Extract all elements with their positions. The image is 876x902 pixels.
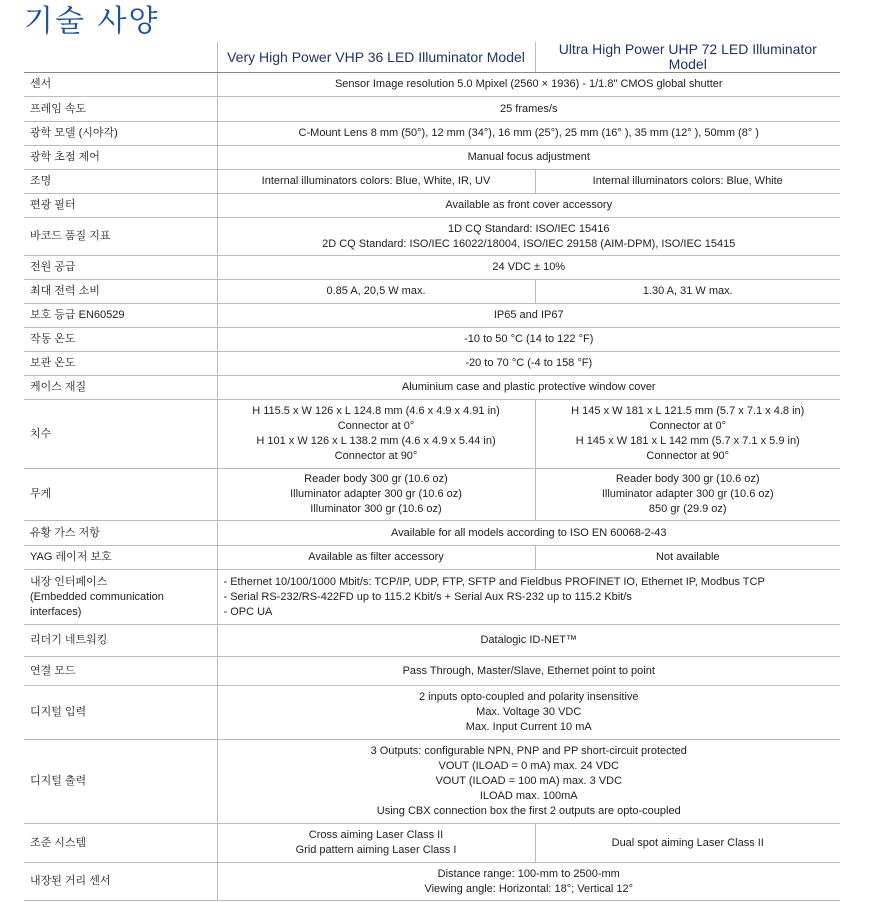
value-line: Cross aiming Laser Class II <box>308 829 444 841</box>
row-label: 리더기 네트워킹 <box>24 625 217 657</box>
spec-table <box>24 42 840 901</box>
label-line: (Embedded communication <box>30 590 164 603</box>
row-label: 편광 필터 <box>24 194 217 218</box>
value-line: Reader body 300 gr (10.6 oz) <box>304 473 448 485</box>
value-line: 2D CQ Standard: ISO/IEC 16022/18004, ISO/IEC 29158 (AIM-DPM), ISO/IEC 15415 <box>322 237 736 250</box>
row-label: 광학 모델 (시야각) <box>24 122 217 146</box>
value-line: Illuminator adapter 300 gr (10.6 oz) <box>601 488 774 500</box>
value-line: 3 Outputs: configurable NPN, PNP and PP short-circuit protected <box>370 745 687 757</box>
value-line: - Serial RS-232/RS-422FD up to 115.2 Kbit/s + Serial Aux RS-232 up to 115.2 Kbit/s <box>223 590 632 603</box>
spec-row-storage-temp <box>24 352 840 376</box>
row-label: 무게 <box>24 469 217 521</box>
spec-row-optics <box>24 122 840 146</box>
row-value: Manual focus adjustment <box>217 146 840 170</box>
spec-row-interfaces <box>24 570 840 625</box>
spec-row-sulfur <box>24 521 840 546</box>
row-value: Datalogic ID-NET™ <box>217 625 840 657</box>
header-blank <box>24 42 217 73</box>
value-line: ILOAD max. 100mA <box>479 790 578 802</box>
label-line: 내장 인터페이스 <box>30 575 108 588</box>
value-line: 2 inputs opto-coupled and polarity insensitive <box>418 691 639 703</box>
row-value-vhp: Internal illuminators colors: Blue, White, IR, UV <box>217 170 535 194</box>
value-line: - OPC UA <box>223 605 273 618</box>
row-value: Aluminium case and plastic protective window cover <box>217 376 840 400</box>
row-label: 디지털 출력 <box>24 740 217 824</box>
model-uhp-header: Ultra High Power UHP 72 LED Illuminator Model <box>535 42 840 73</box>
page-title: 기술 사양 <box>24 4 160 39</box>
header-row <box>24 42 840 73</box>
spec-row-lighting <box>24 170 840 194</box>
value-line: H 115.5 x W 126 x L 124.8 mm (4.6 x 4.9 x 4.91 in) <box>252 405 500 417</box>
spec-row-barcode <box>24 218 840 256</box>
row-value-uhp: Dual spot aiming Laser Class II <box>535 824 840 863</box>
value-line: Distance range: 100-mm to 2500-mm <box>437 867 620 880</box>
row-value: 25 frames/s <box>217 97 840 122</box>
row-label: 광학 초점 제어 <box>24 146 217 170</box>
row-value: C-Mount Lens 8 mm (50°), 12 mm (34°), 16 mm (25°), 25 mm (16° ), 35 mm (12° ), 50mm (8° ) <box>217 122 840 146</box>
row-value-uhp <box>535 469 840 521</box>
spec-row-power-supply <box>24 256 840 280</box>
row-label: 조준 시스템 <box>24 824 217 863</box>
row-value-uhp: 1.30 A, 31 W max. <box>535 280 840 304</box>
row-value-uhp: Not available <box>535 546 840 570</box>
row-value <box>217 218 840 256</box>
row-value: -20 to 70 °C (-4 to 158 °F) <box>217 352 840 376</box>
row-value-uhp <box>535 400 840 469</box>
spec-row-operating-temp <box>24 328 840 352</box>
value-line: Illuminator adapter 300 gr (10.6 oz) <box>290 488 462 500</box>
row-label: 프레임 속도 <box>24 97 217 122</box>
row-value: Sensor Image resolution 5.0 Mpixel (2560 × 1936) - 1/1.8" CMOS global shutter <box>217 73 840 97</box>
value-line: Max. Input Current 10 mA <box>465 721 592 733</box>
spec-row-weight <box>24 469 840 521</box>
row-label: 전원 공급 <box>24 256 217 280</box>
row-label: 센서 <box>24 73 217 97</box>
row-value: Available for all models according to ISO EN 60068-2-43 <box>217 521 840 546</box>
value-line: Connector at 0° <box>649 420 727 432</box>
row-value <box>217 740 840 824</box>
row-label: YAG 레이저 보호 <box>24 546 217 570</box>
spec-row-yag <box>24 546 840 570</box>
row-value <box>217 686 840 740</box>
row-value-vhp: 0.85 A, 20,5 W max. <box>217 280 535 304</box>
row-label: 조명 <box>24 170 217 194</box>
spec-row-frame-rate <box>24 97 840 122</box>
value-line: H 145 x W 181 x L 121.5 mm (5.7 x 7.1 x 4.8 in) <box>571 405 805 417</box>
value-line: - Ethernet 10/100/1000 Mbit/s: TCP/IP, UDP, FTP, SFTP and Fieldbus PROFINET IO, Ethernet IP, Modbus TCP <box>223 575 765 588</box>
row-value: Pass Through, Master/Slave, Ethernet point to point <box>217 657 840 686</box>
spec-row-digital-in <box>24 686 840 740</box>
spec-row-connection <box>24 657 840 686</box>
spec-row-distance <box>24 863 840 901</box>
model-vhp-header: Very High Power VHP 36 LED Illuminator Model <box>217 42 535 73</box>
value-line: H 101 x W 126 x L 138.2 mm (4.6 x 4.9 x 5.44 in) <box>256 435 496 447</box>
spec-row-digital-out <box>24 740 840 824</box>
row-value-vhp <box>217 469 535 521</box>
label-line: interfaces) <box>30 605 82 618</box>
row-value-vhp <box>217 824 535 863</box>
row-value <box>217 863 840 901</box>
row-value-uhp: Internal illuminators colors: Blue, White <box>535 170 840 194</box>
value-line: Connector at 90° <box>646 450 730 462</box>
spec-row-protection <box>24 304 840 328</box>
row-value: 24 VDC ± 10% <box>217 256 840 280</box>
row-value: IP65 and IP67 <box>217 304 840 328</box>
value-line: Connector at 90° <box>334 450 418 462</box>
value-line: Max. Voltage 30 VDC <box>476 706 582 718</box>
spec-row-sensor <box>24 73 840 97</box>
spec-row-networking <box>24 625 840 657</box>
spec-row-polarizer <box>24 194 840 218</box>
row-label: 작동 온도 <box>24 328 217 352</box>
row-label: 보관 온도 <box>24 352 217 376</box>
row-label: 연결 모드 <box>24 657 217 686</box>
spec-row-case <box>24 376 840 400</box>
value-line: VOUT (ILOAD = 100 mA) max. 3 VDC <box>435 775 623 787</box>
spec-row-focus <box>24 146 840 170</box>
value-line: Reader body 300 gr (10.6 oz) <box>615 473 760 485</box>
value-line: Grid pattern aiming Laser Class I <box>295 844 457 856</box>
row-label: 유황 가스 저항 <box>24 521 217 546</box>
spec-row-aiming <box>24 824 840 863</box>
row-value-vhp <box>217 400 535 469</box>
row-label: 바코드 품질 지표 <box>24 218 217 256</box>
row-label: 최대 전력 소비 <box>24 280 217 304</box>
value-line: Illuminator 300 gr (10.6 oz) <box>310 503 442 515</box>
spec-row-max-power <box>24 280 840 304</box>
row-label: 내장된 거리 센서 <box>24 863 217 901</box>
row-label: 보호 등급 EN60529 <box>24 304 217 328</box>
row-value-vhp: Available as filter accessory <box>217 546 535 570</box>
row-label: 치수 <box>24 400 217 469</box>
row-value: Available as front cover accessory <box>217 194 840 218</box>
value-line: Connector at 0° <box>337 420 415 432</box>
value-line: 850 gr (29.9 oz) <box>648 503 727 515</box>
value-line: VOUT (ILOAD = 0 mA) max. 24 VDC <box>438 760 619 772</box>
value-line: Using CBX connection box the first 2 outputs are opto-coupled <box>376 805 681 817</box>
row-value <box>217 570 840 625</box>
row-value: -10 to 50 °C (14 to 122 °F) <box>217 328 840 352</box>
value-line: Viewing angle: Horizontal: 18°; Vertical 12° <box>424 882 634 895</box>
value-line: H 145 x W 181 x L 142 mm (5.7 x 7.1 x 5.9 in) <box>575 435 800 447</box>
row-label: 케이스 재질 <box>24 376 217 400</box>
row-label <box>24 570 217 625</box>
spec-row-dimensions <box>24 400 840 469</box>
value-line: 1D CQ Standard: ISO/IEC 15416 <box>448 222 610 235</box>
row-label: 디지털 입력 <box>24 686 217 740</box>
